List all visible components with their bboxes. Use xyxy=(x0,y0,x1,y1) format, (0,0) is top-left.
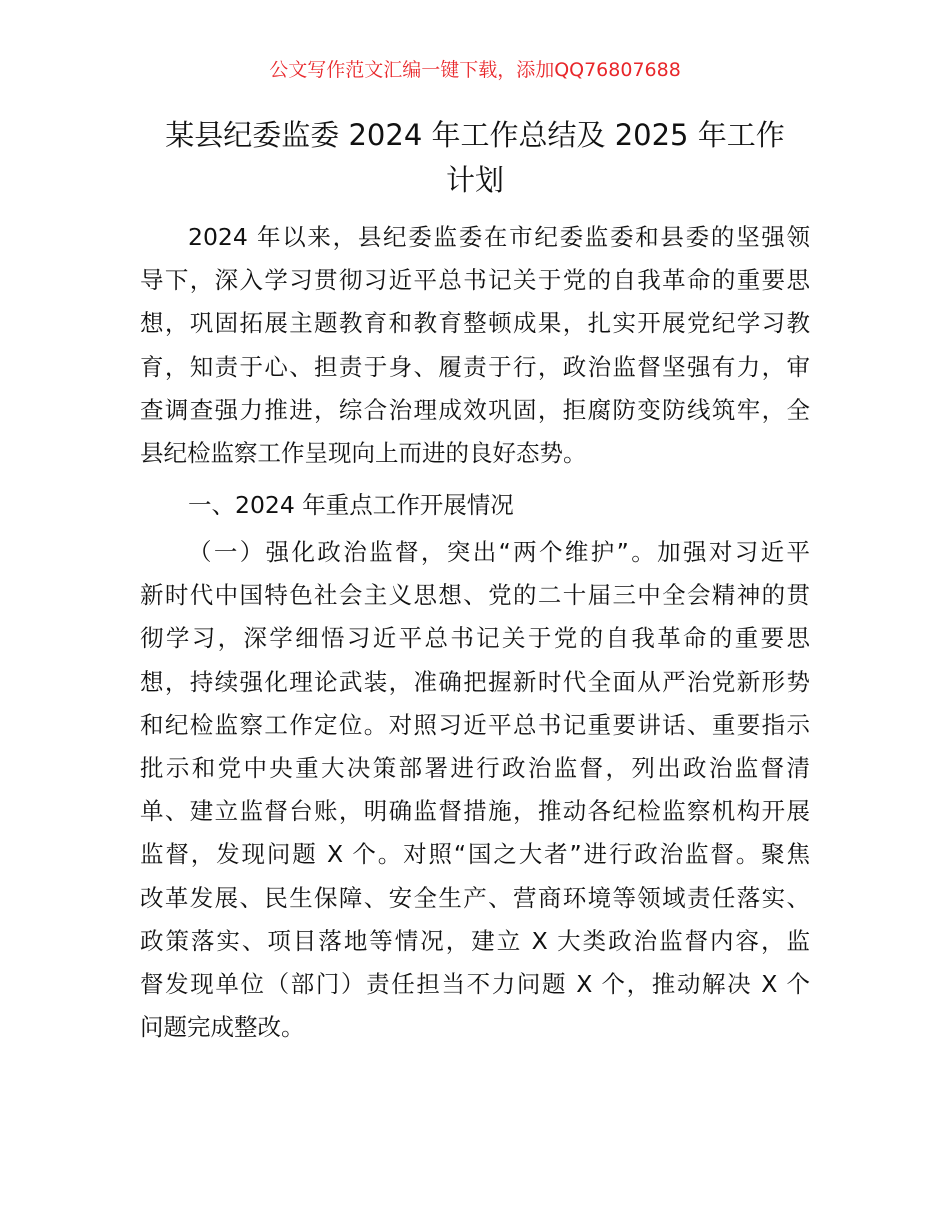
text-line: 政策落实、项目落地等情况，建立 X 大类政治监督内容，监 xyxy=(140,926,810,955)
text-line: 督发现单位（部门）责任担当不力问题 X 个，推动解决 X 个 xyxy=(140,970,810,998)
text-line: 监督，发现问题 X 个。对照“国之大者”进行政治监督。聚焦 xyxy=(140,840,810,869)
text-line: （一）强化政治监督，突出“两个维护”。加强对习近平 xyxy=(188,538,810,566)
text-line: 新时代中国特色社会主义思想、党的二十届三中全会精神的贯 xyxy=(140,581,810,610)
text-line: 育，知责于心、担责于身、履责于行，政治监督坚强有力，审 xyxy=(140,352,810,381)
text-line: 问题完成整改。 xyxy=(140,1013,305,1042)
document-title-continued: 计划 xyxy=(445,163,504,197)
document-title: 某县纪委监委 2024 年工作总结及 2025 年工作 xyxy=(165,118,785,152)
download-watermark: 公文写作范文汇编一键下载，添加QQ76807688 xyxy=(269,59,681,81)
text-line: 改革发展、民生保障、安全生产、营商环境等领域责任落实、 xyxy=(140,883,810,912)
text-line: 查调查强力推进，综合治理成效巩固，拒腐防变防线筑牢，全 xyxy=(140,395,810,424)
section-heading: 一、2024 年重点工作开展情况 xyxy=(188,491,514,519)
text-line: 单、建立监督台账，明确监督措施，推动各纪检监察机构开展 xyxy=(140,797,810,826)
text-line: 2024 年以来，县纪委监委在市纪委监委和县委的坚强领 xyxy=(188,223,810,251)
text-line: 想，巩固拓展主题教育和教育整顿成果，扎实开展党纪学习教 xyxy=(140,309,810,338)
text-line: 彻学习，深学细悟习近平总书记关于党的自我革命的重要思 xyxy=(140,624,810,653)
text-line: 导下，深入学习贯彻习近平总书记关于党的自我革命的重要思 xyxy=(140,266,810,295)
text-line: 县纪检监察工作呈现向上而进的良好态势。 xyxy=(140,439,587,467)
text-line: 想，持续强化理论武装，准确把握新时代全面从严治党新形势 xyxy=(140,667,810,696)
text-line: 和纪检监察工作定位。对照习近平总书记重要讲话、重要指示 xyxy=(140,710,810,739)
text-line: 批示和党中央重大决策部署进行政治监督，列出政治监督清 xyxy=(140,754,810,782)
